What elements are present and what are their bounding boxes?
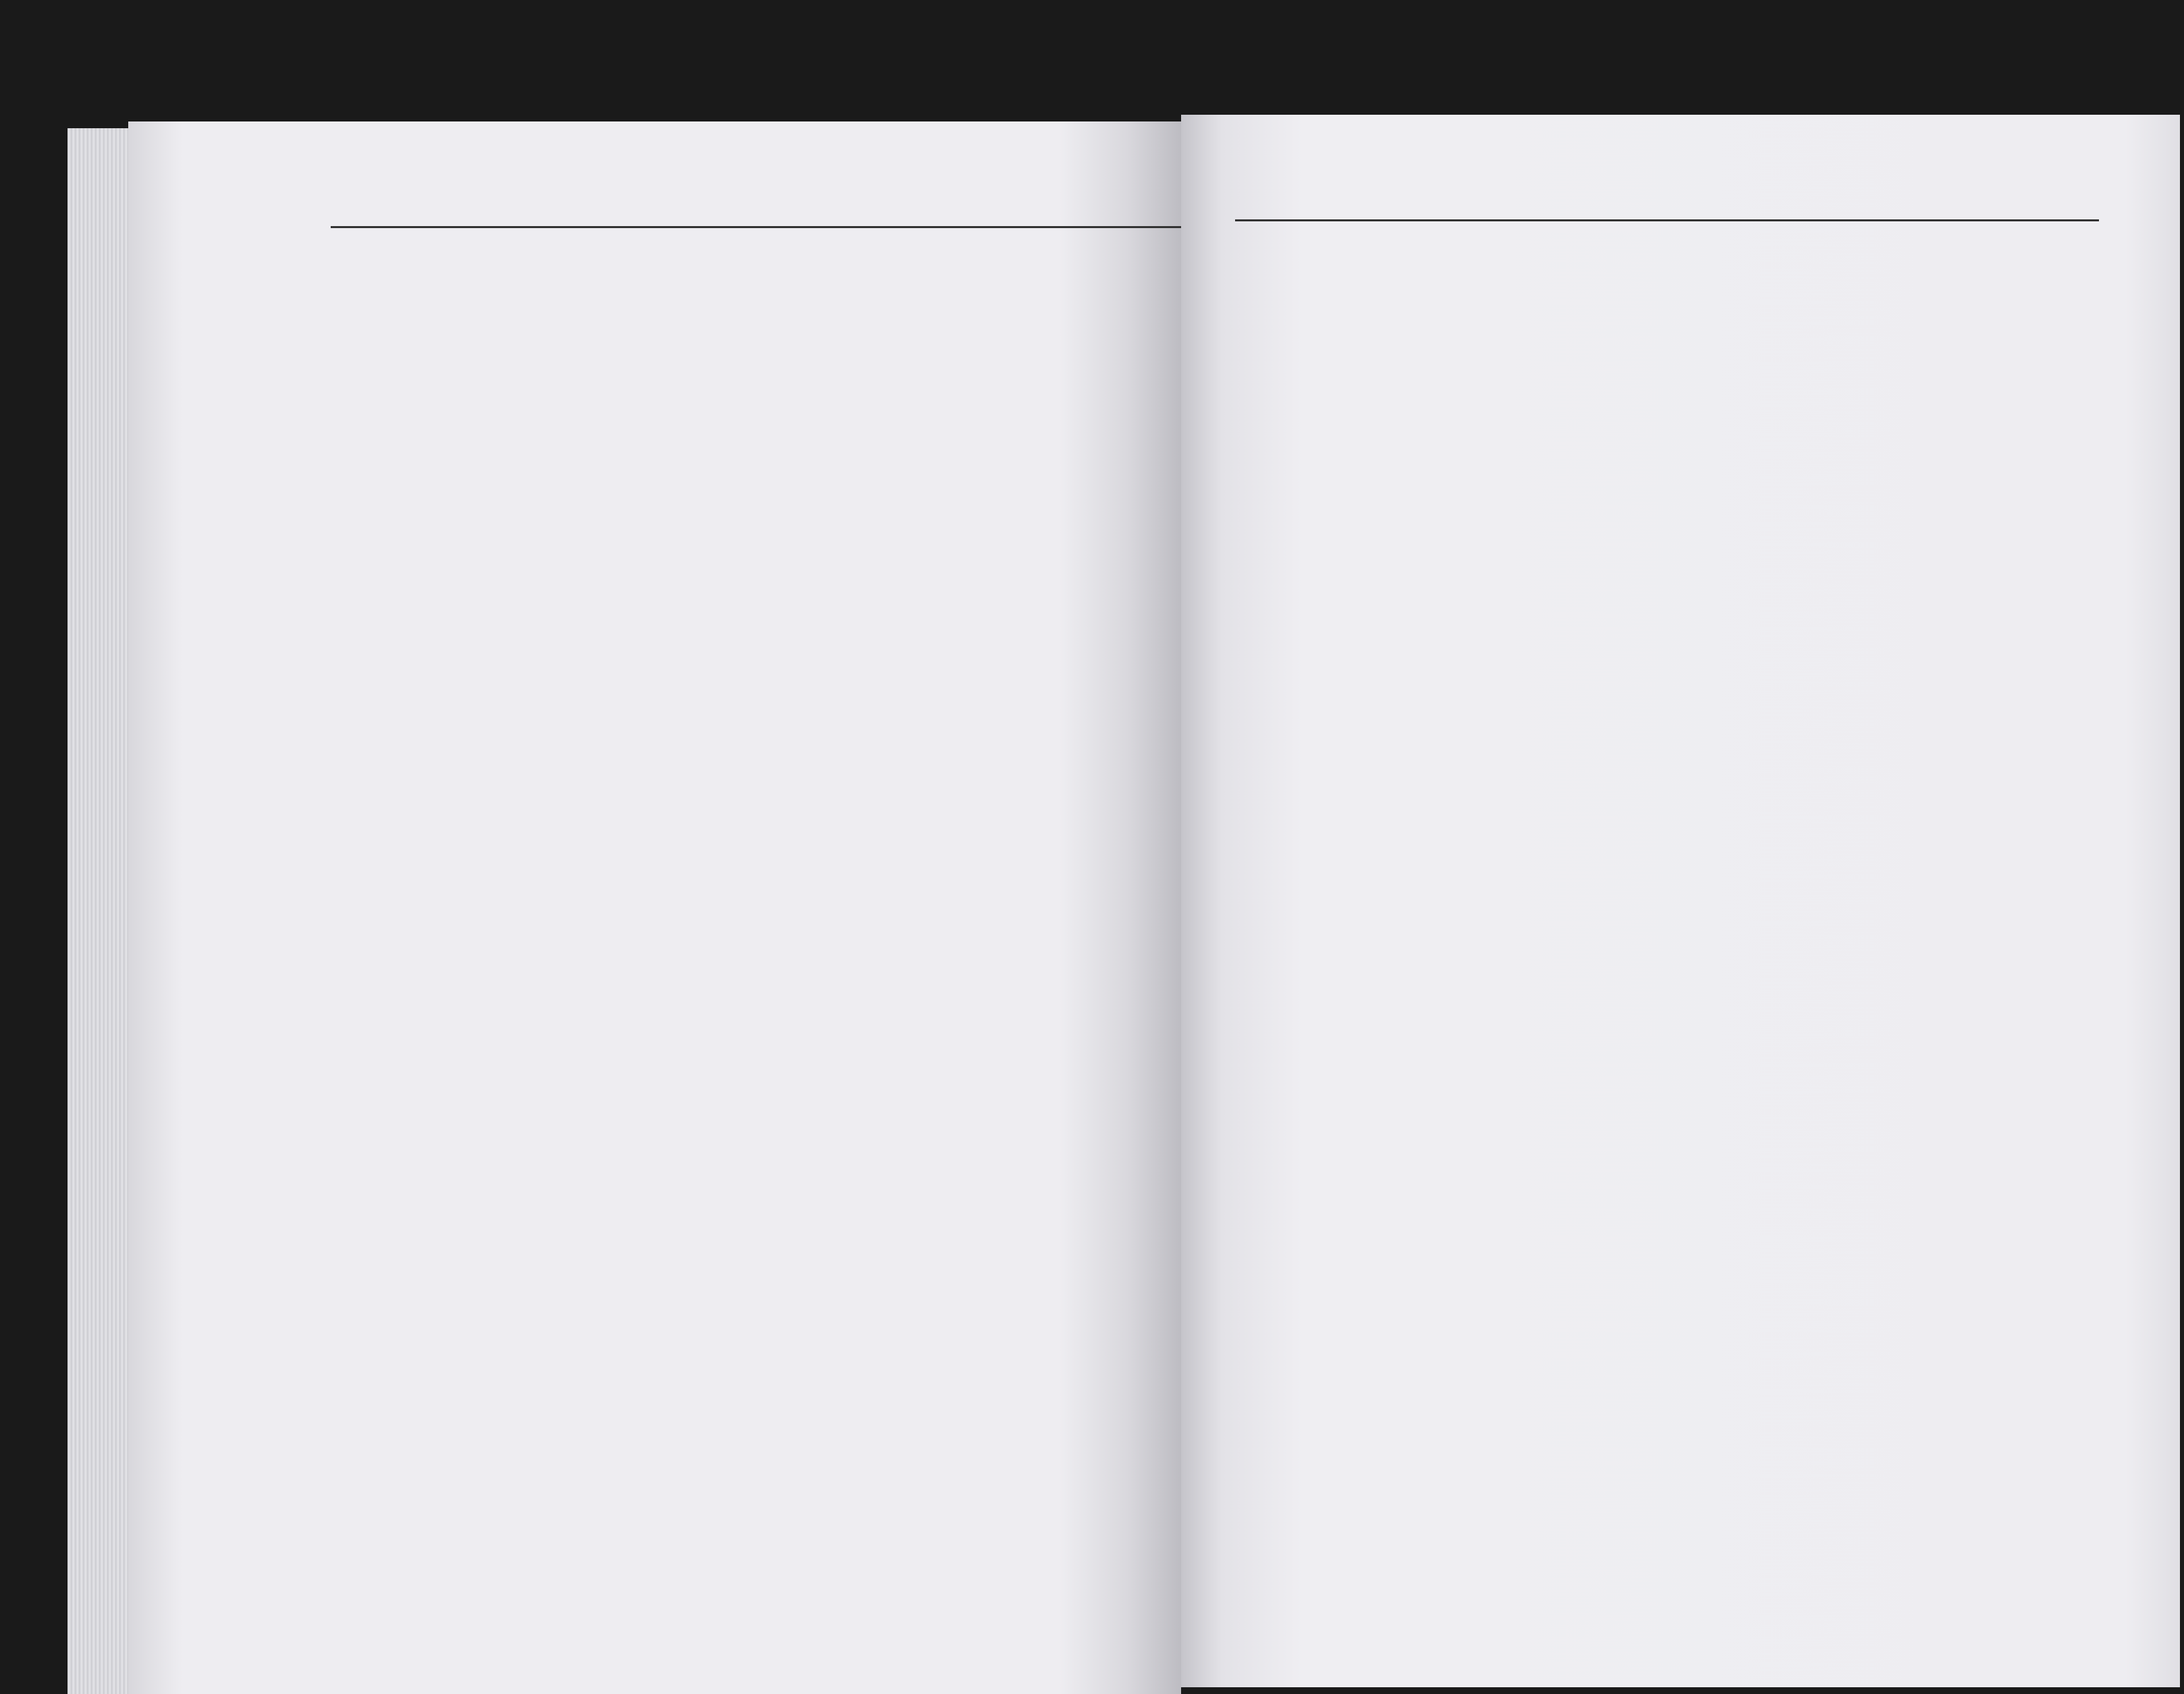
left-page [128,121,1181,1694]
page-edge-stack [67,128,128,1694]
right-page [1181,115,2180,1687]
right-page-header [1235,219,2099,221]
left-page-header [331,226,1181,228]
